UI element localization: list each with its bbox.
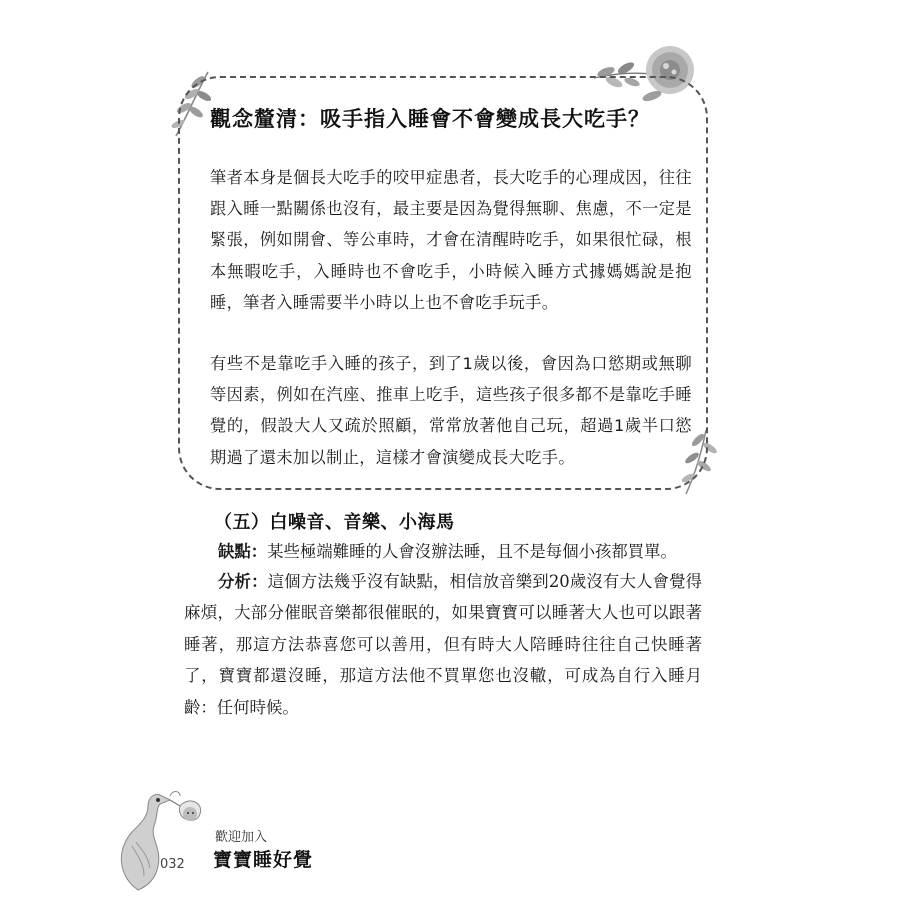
weakness-label: 缺點： bbox=[218, 542, 268, 561]
footer-subtitle: 歡迎加入 bbox=[215, 830, 268, 845]
callout-title: 觀念釐清：吸手指入睡會不會變成長大吃手？ bbox=[210, 107, 650, 131]
weakness-paragraph bbox=[184, 536, 702, 567]
section-heading: （五）白噪音、音樂、小海馬 bbox=[214, 512, 455, 533]
callout-paragraph: 有些不是靠吃手入睡的孩子，到了1歲以後，會因為口慾期或無聊等因素，例如在汽座、推車上吃手，這些孩子很多都不是靠吃手睡覺的，假設大人又疏於照顧，常常放著他自己玩，超過1歲半口慾期過了還未加以制止，這樣才會演變成長大吃手。 bbox=[210, 354, 692, 467]
page-number: 032 bbox=[160, 857, 185, 872]
footer-book-title: 寶寶睡好覺 bbox=[213, 849, 314, 871]
analysis-text: 這個方法幾乎沒有缺點，相信放音樂到20歲沒有大人會覺得麻煩，大部分催眠音樂都很催眠的，如果寶寶可以睡著大人也可以跟著睡著，那這方法恭喜您可以善用，但有時大人陪睡時往往自己快睡著了，寶寶都還沒睡，那這方法他不買單您也沒轍，可成為自行入睡月齡：任何時候。 bbox=[184, 572, 702, 717]
analysis-label: 分析： bbox=[218, 572, 268, 591]
weakness-text: 某些極端難睡的人會沒辦法睡，且不是每個小孩都買單。 bbox=[267, 542, 677, 561]
analysis-paragraph bbox=[184, 566, 702, 723]
callout-paragraph: 筆者本身是個長大吃手的咬甲症患者，長大吃手的心理成因，往往跟入睡一點關係也沒有，最主要是因為覺得無聊、焦慮，不一定是緊張，例如開會、等公車時，才會在清醒時吃手，如果很忙碌，根本無暇吃手，入睡時也不會吃手，小時候入睡方式據媽媽說是抱睡，筆者入睡需要半小時以上也不會吃手玩手。 bbox=[210, 168, 692, 312]
stork-with-baby-icon bbox=[108, 786, 208, 892]
